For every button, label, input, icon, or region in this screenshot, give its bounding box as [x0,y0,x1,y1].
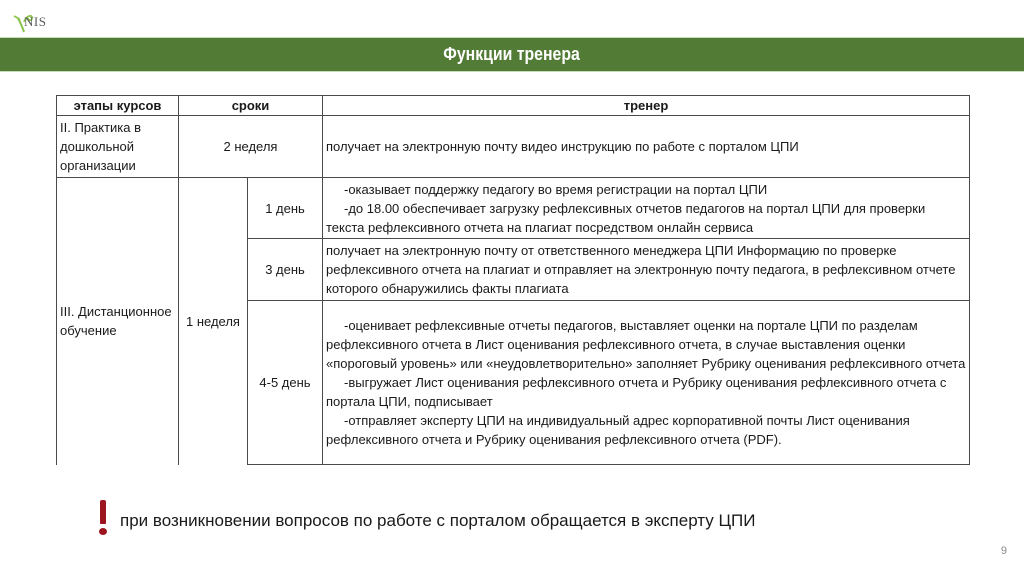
table-header-row [57,96,970,116]
trainer-duty: -оценивает рефлексивные отчеты педагогов, выставляет оценки на портале ЦПИ по разделам рефлексивного отчета в Лист оценивания рефлексивного отчета, в случае выставления оценки «пороговый уровень» или «неудовлетворительно» заполняет Рубрику оценивания рефлексивного отчета [326,318,966,371]
trainer-cell [323,301,970,465]
table-row [57,116,970,178]
trainer-cell: получает на электронную почту видео инструкцию по работе с порталом ЦПИ [323,116,970,178]
trainer-cell [323,178,970,239]
trainer-functions-table [56,95,970,465]
page-number: 9 [1000,545,1007,557]
stage-cell: II. Практика в дошкольной организации [57,116,179,178]
trainer-duty: -до 18.00 обеспечивает загрузку рефлексивных отчетов педагогов на портал ЦПИ для проверки текста рефлексивного отчета на плагиат посредством онлайн сервиса [326,200,926,235]
term-cell: 1 неделя [179,178,248,465]
day-cell: 1 день [248,178,323,239]
table-row [57,178,970,239]
stage-cell: III. Дистанционное обучение [57,178,179,465]
page-title: Функции тренера [443,44,581,64]
trainer-duty: -оказывает поддержку педагогу во время регистрации на портал ЦПИ [344,181,768,197]
note-text: при возникновении вопросов по работе с порталом обращается в эксперту ЦПИ [120,511,756,530]
note [96,500,756,536]
trainer-cell: получает на электронную почту от ответственного менеджера ЦПИ Информацию по проверке рефлексивного отчета на плагиат и отправляет на электронную почту педагога, в рефлексивном отчете которого обнаружились факты плагиата [323,239,970,301]
title-band [0,37,1024,72]
logo-text: NIS [24,14,47,29]
exclamation-icon [96,500,112,536]
trainer-duty: -выгружает Лист оценивания рефлексивного отчета и Рубрику оценивания рефлексивного отчета с портала ЦПИ, подписывает [326,375,947,409]
trainer-duty: -отправляет эксперту ЦПИ на индивидуальный адрес корпоративной почты Лист оценивания рефлексивного отчета и Рубрику оценивания рефлексивного отчета (PDF). [326,413,910,447]
column-header-stages: этапы курсов [57,96,179,116]
column-header-terms: сроки [179,96,323,116]
day-cell: 4-5 день [248,301,323,465]
column-header-trainer: тренер [323,96,970,116]
day-cell: 3 день [248,239,323,301]
term-cell: 2 неделя [179,116,323,178]
